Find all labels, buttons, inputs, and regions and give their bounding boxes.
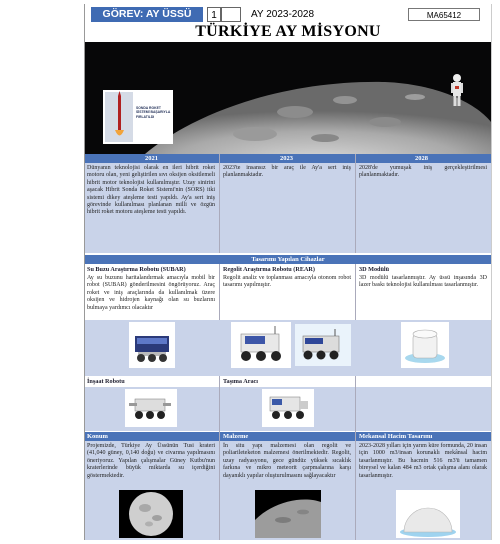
rear-robot-image-2 (295, 324, 351, 366)
rocket-caption: SONDA ROKET SİSTEMİ BAŞARIYLA FIRLATILDI (136, 106, 171, 119)
devices-band-title: Tasarımı Yapılan Cihazlar (251, 256, 325, 263)
dome-volume-image (396, 490, 460, 538)
spatial-volume-text: 2023-2028 yılları için yarım küre formunda, 20 insan için 1000 m3/insan korunaklı mekânsal hacim tasarlanmıştır. Bu hacmin 516 m3'ü tamamen bireysel ve kalan 484 m3 ortak çalışma alanı olarak tasarlanmıştır. (359, 443, 487, 479)
timeline-2023-text: 2023'te insansız bir araç ile Ay'a sert iniş planlanmaktadır. (223, 165, 351, 179)
page-number-box (221, 7, 241, 22)
subar-text: Ay su buzunu haritalandırmak amacıyla mobil bir robot (SUBAR) gönderilmesini öngörüyoruz. Araç roket ve iniş araçlarında da kullanılmak üzere oksijen ve hidrojen kaynağı olan su buzlarını bulmaya yardımcı olacaktır (87, 275, 215, 311)
mission-document (84, 4, 492, 540)
timeline-2021-text: Dünyanın teknolojisi olarak en ileri hibrit roket motoru olan, yeni geliştirilen sıvı oksijen oksitlemeli hibrit motor teknolojisi kullanılmıştır. Uzay sinirini aşacak Hibrit Sonda Roket Sistemi'nin (SORS) itki sistemi dikey ateşleme testi yapıldı. Ay'a sert iniş görevinde kullanılması planlanan milli ve özgün hibrit roket motoru ateşleme testi yapıldı. (87, 165, 215, 216)
module-3d-title: 3D Modülü (359, 266, 390, 273)
rear-robot-image-1 (231, 322, 291, 368)
timeline-2028-text: 2028'de yumuşak iniş gerçekleştirilmesi planlanmaktadır. (359, 165, 487, 179)
moon-banner-image (85, 42, 491, 154)
rear-text: Regolit analiz ve toplanması amacıyla otonom robot tasarımı yapılmıştır. (223, 275, 351, 289)
year-2028-header: 2028 (415, 155, 428, 162)
moon-banner (85, 42, 491, 154)
material-header: Malzeme (223, 433, 249, 440)
timeline-header-row (85, 154, 491, 163)
location-text: Projemizde, Türkiye Ay Üssünün Tusi krateri (41,040 güney, 0,140 doğu) ve civarına yapılmasını öneriyoruz. Yapılan çalışmalar Güney Kutbu'nun kraterlerinde büyük miktarda su içerdiğini göstermektedir. (87, 443, 215, 479)
mission-years: AY 2023-2028 (251, 9, 315, 20)
base-header-row (85, 432, 491, 441)
page-title: TÜRKİYE AY MİSYONU (195, 23, 381, 40)
rear-title: Regolit Araştırma Robotu (REAR) (223, 266, 315, 273)
module-3d-image (401, 322, 449, 368)
subar-title: Su Buzu Araştırma Robotu (SUBAR) (87, 266, 186, 273)
material-text: İn situ yapı malzemesi olan regolit ve poliarileteketon malzemesi önerilmektedir. Regolit, uzay radyasyonu, gece gündüz yüksek sıcaklık farkına ve mikro meteorit çarpmalarına karşı dayanıklı yapılar oluşturulmasını sağlayacaktır (223, 443, 351, 479)
transport-vehicle-image (262, 389, 314, 427)
devices-band (85, 255, 491, 264)
mission-code: MA65412 (408, 8, 480, 21)
construction-robot-title: İnşaat Robotu (87, 378, 125, 385)
subar-robot-image (129, 322, 175, 368)
spatial-volume-header: Mekansal Hacim Tasarımı (359, 433, 433, 440)
year-2023-header: 2023 (280, 155, 293, 162)
module-3d-text: 3D modülü tasarlanmıştır. Ay üssü inşasında 3D lazer baskı teknolojisi kullanılması tasarlanmıştır. (359, 275, 487, 289)
transport-vehicle-title: Taşıma Aracı (223, 378, 259, 385)
location-header: Konum (87, 433, 108, 440)
page-number: 1 (207, 7, 221, 22)
year-2021-header: 2021 (145, 155, 158, 162)
construction-robot-image (125, 389, 177, 427)
moon-location-image (119, 490, 183, 538)
mission-tag: GÖREV: AY ÜSSÜ (91, 7, 203, 22)
regolith-material-image (255, 490, 321, 538)
